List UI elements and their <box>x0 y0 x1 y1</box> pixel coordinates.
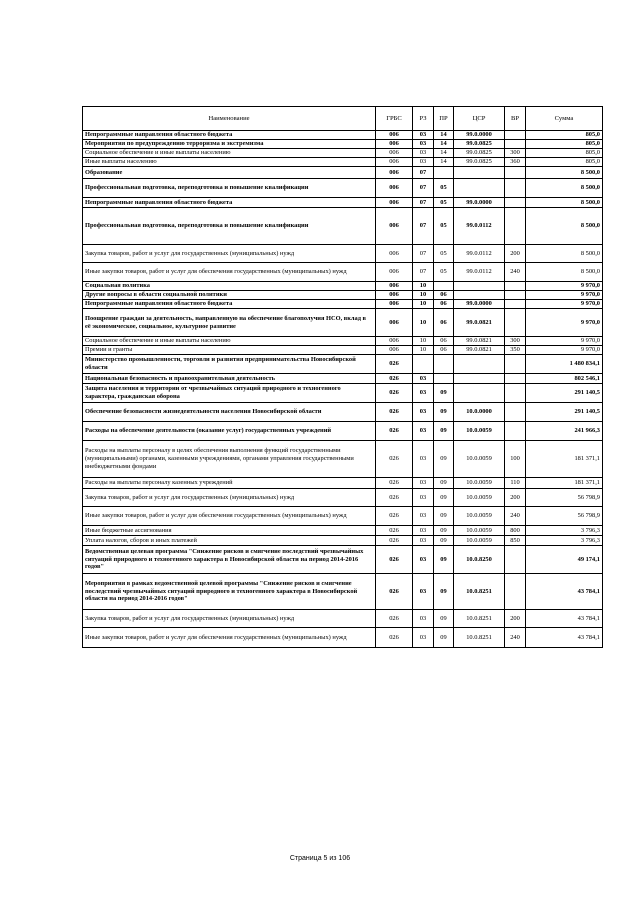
cell-csr <box>454 179 505 198</box>
cell-pr: 06 <box>434 291 454 300</box>
cell-rz: 10 <box>413 346 434 355</box>
cell-rz: 03 <box>413 374 434 384</box>
cell-name: Образование <box>83 167 376 179</box>
cell-sum: 8 500,0 <box>526 245 603 263</box>
cell-rz: 10 <box>413 300 434 309</box>
cell-rz: 10 <box>413 291 434 300</box>
cell-rz <box>413 355 434 374</box>
cell-pr <box>434 374 454 384</box>
cell-vr: 100 <box>505 441 526 478</box>
cell-sum: 805,0 <box>526 158 603 167</box>
cell-grbs: 026 <box>376 610 413 628</box>
cell-name: Иные закупки товаров, работ и услуг для обеспечения государственных (муниципальных) нужд <box>83 507 376 526</box>
cell-name: Мероприятия в рамках ведомственной целевой программы "Снижение рисков и смягчение последствий чрезвычайных ситуаций природного и техногенного характера в Новосибирской области на период 2014-2016 годов" <box>83 574 376 610</box>
cell-pr: 14 <box>434 140 454 149</box>
cell-pr: 05 <box>434 263 454 282</box>
cell-name: Закупка товаров, работ и услуг для государственных (муниципальных) нужд <box>83 245 376 263</box>
cell-grbs: 026 <box>376 403 413 422</box>
cell-pr <box>434 167 454 179</box>
cell-rz: 03 <box>413 526 434 536</box>
cell-sum: 9 970,0 <box>526 309 603 337</box>
cell-rz: 03 <box>413 507 434 526</box>
cell-pr: 05 <box>434 245 454 263</box>
cell-name: Закупка товаров, работ и услуг для государственных (муниципальных) нужд <box>83 610 376 628</box>
cell-vr: 240 <box>505 628 526 648</box>
cell-pr: 06 <box>434 300 454 309</box>
header-row <box>83 107 603 131</box>
cell-csr: 10.0.8251 <box>454 628 505 648</box>
cell-pr: 06 <box>434 346 454 355</box>
cell-rz: 03 <box>413 422 434 441</box>
cell-csr: 99.0.0825 <box>454 140 505 149</box>
cell-pr: 14 <box>434 158 454 167</box>
cell-csr: 10.0.0059 <box>454 441 505 478</box>
cell-sum: 9 970,0 <box>526 291 603 300</box>
cell-csr: 10.0.0059 <box>454 422 505 441</box>
cell-name: Социальное обеспечение и иные выплаты населению <box>83 149 376 158</box>
header-sum: Сумма <box>526 107 603 131</box>
cell-vr: 300 <box>505 337 526 346</box>
cell-vr <box>505 140 526 149</box>
cell-pr: 09 <box>434 489 454 507</box>
table-row <box>83 337 603 346</box>
cell-vr: 360 <box>505 158 526 167</box>
cell-rz: 07 <box>413 179 434 198</box>
cell-name: Иные бюджетные ассигнования <box>83 526 376 536</box>
cell-pr: 09 <box>434 478 454 489</box>
cell-vr <box>505 300 526 309</box>
cell-vr: 240 <box>505 507 526 526</box>
cell-sum: 8 500,0 <box>526 167 603 179</box>
cell-sum: 9 970,0 <box>526 346 603 355</box>
cell-name: Профессиональная подготовка, переподготовка и повышение квалификации <box>83 179 376 198</box>
cell-sum: 56 798,9 <box>526 507 603 526</box>
cell-sum: 291 140,5 <box>526 403 603 422</box>
cell-vr <box>505 282 526 291</box>
cell-pr <box>434 355 454 374</box>
header-pr: ПР <box>434 107 454 131</box>
cell-pr: 09 <box>434 546 454 574</box>
cell-sum: 9 970,0 <box>526 300 603 309</box>
table-row <box>83 355 603 374</box>
table-row <box>83 422 603 441</box>
cell-vr <box>505 355 526 374</box>
cell-rz: 03 <box>413 478 434 489</box>
cell-vr: 200 <box>505 489 526 507</box>
cell-grbs: 026 <box>376 574 413 610</box>
cell-vr: 850 <box>505 536 526 546</box>
cell-name: Защита населения и территории от чрезвычайных ситуаций природного и техногенного характера, гражданская оборона <box>83 384 376 403</box>
cell-csr: 99.0.0821 <box>454 346 505 355</box>
cell-grbs: 006 <box>376 337 413 346</box>
cell-csr: 99.0.0112 <box>454 208 505 245</box>
cell-name: Социальная политика <box>83 282 376 291</box>
cell-csr: 10.0.0059 <box>454 526 505 536</box>
cell-name: Непрограммные направления областного бюджета <box>83 300 376 309</box>
cell-rz: 03 <box>413 628 434 648</box>
table-row <box>83 478 603 489</box>
table-row <box>83 441 603 478</box>
cell-grbs: 026 <box>376 374 413 384</box>
cell-csr <box>454 374 505 384</box>
table-row <box>83 291 603 300</box>
cell-rz: 03 <box>413 140 434 149</box>
cell-grbs: 006 <box>376 245 413 263</box>
cell-grbs: 006 <box>376 131 413 140</box>
cell-grbs: 026 <box>376 628 413 648</box>
cell-grbs: 006 <box>376 300 413 309</box>
cell-sum: 181 371,1 <box>526 478 603 489</box>
cell-rz: 03 <box>413 403 434 422</box>
table-row <box>83 536 603 546</box>
table-row <box>83 140 603 149</box>
table-row <box>83 546 603 574</box>
table-row <box>83 198 603 208</box>
cell-name: Закупка товаров, работ и услуг для государственных (муниципальных) нужд <box>83 489 376 507</box>
cell-grbs: 006 <box>376 208 413 245</box>
budget-table <box>82 106 603 648</box>
cell-sum: 9 970,0 <box>526 337 603 346</box>
table-row <box>83 149 603 158</box>
cell-vr: 200 <box>505 610 526 628</box>
cell-grbs: 006 <box>376 179 413 198</box>
header-name: Наименование <box>83 107 376 131</box>
table-row <box>83 374 603 384</box>
cell-rz: 03 <box>413 536 434 546</box>
cell-csr: 99.0.0112 <box>454 263 505 282</box>
cell-name: Иные закупки товаров, работ и услуг для обеспечения государственных (муниципальных) нужд <box>83 263 376 282</box>
cell-rz: 03 <box>413 574 434 610</box>
header-csr: ЦСР <box>454 107 505 131</box>
cell-name: Обеспечение безопасности жизнедеятельности населения Новосибирской области <box>83 403 376 422</box>
cell-grbs: 026 <box>376 478 413 489</box>
cell-csr: 99.0.0000 <box>454 300 505 309</box>
cell-vr <box>505 309 526 337</box>
cell-rz: 03 <box>413 610 434 628</box>
cell-sum: 9 970,0 <box>526 282 603 291</box>
cell-grbs: 026 <box>376 489 413 507</box>
cell-sum: 8 500,0 <box>526 179 603 198</box>
cell-name: Национальная безопасность и правоохранительная деятельность <box>83 374 376 384</box>
cell-grbs: 026 <box>376 507 413 526</box>
cell-rz: 03 <box>413 149 434 158</box>
cell-pr: 09 <box>434 384 454 403</box>
cell-pr: 09 <box>434 403 454 422</box>
table-row <box>83 300 603 309</box>
cell-vr: 350 <box>505 346 526 355</box>
table-row <box>83 610 603 628</box>
cell-rz: 07 <box>413 245 434 263</box>
table-row <box>83 158 603 167</box>
table-row <box>83 131 603 140</box>
cell-rz: 07 <box>413 208 434 245</box>
cell-rz: 03 <box>413 546 434 574</box>
cell-pr: 05 <box>434 179 454 198</box>
cell-name: Поощрение граждан за деятельность, направленную на обеспечение благополучия НСО, вклад в её экономическое, социальное, культурное развитие <box>83 309 376 337</box>
cell-vr <box>505 403 526 422</box>
cell-name: Премии и гранты <box>83 346 376 355</box>
header-vr: ВР <box>505 107 526 131</box>
cell-name: Расходы на выплаты персоналу казенных учреждений <box>83 478 376 489</box>
cell-csr <box>454 282 505 291</box>
cell-name: Непрограммные направления областного бюджета <box>83 131 376 140</box>
cell-sum: 181 371,1 <box>526 441 603 478</box>
cell-csr <box>454 384 505 403</box>
cell-vr <box>505 422 526 441</box>
cell-csr: 99.0.0000 <box>454 198 505 208</box>
cell-sum: 3 796,3 <box>526 536 603 546</box>
cell-vr <box>505 384 526 403</box>
table-row <box>83 489 603 507</box>
cell-sum: 241 966,3 <box>526 422 603 441</box>
cell-pr <box>434 282 454 291</box>
cell-pr: 14 <box>434 131 454 140</box>
cell-csr: 99.0.0821 <box>454 309 505 337</box>
cell-sum: 43 784,1 <box>526 628 603 648</box>
cell-rz: 03 <box>413 489 434 507</box>
cell-name: Иные закупки товаров, работ и услуг для обеспечения государственных (муниципальных) нужд <box>83 628 376 648</box>
cell-sum: 3 796,3 <box>526 526 603 536</box>
cell-pr: 09 <box>434 628 454 648</box>
cell-grbs: 006 <box>376 167 413 179</box>
table-body <box>83 131 603 648</box>
cell-pr: 05 <box>434 208 454 245</box>
cell-rz: 03 <box>413 131 434 140</box>
cell-rz: 03 <box>413 441 434 478</box>
cell-grbs: 006 <box>376 140 413 149</box>
table-row <box>83 208 603 245</box>
cell-pr: 09 <box>434 574 454 610</box>
cell-pr: 09 <box>434 422 454 441</box>
cell-sum: 8 500,0 <box>526 208 603 245</box>
cell-grbs: 006 <box>376 309 413 337</box>
table-row <box>83 628 603 648</box>
cell-rz: 07 <box>413 263 434 282</box>
table-row <box>83 507 603 526</box>
cell-csr: 10.0.0059 <box>454 507 505 526</box>
cell-vr <box>505 291 526 300</box>
cell-pr: 09 <box>434 536 454 546</box>
cell-name: Уплата налогов, сборов и иных платежей <box>83 536 376 546</box>
cell-vr <box>505 167 526 179</box>
cell-csr: 10.0.8251 <box>454 610 505 628</box>
cell-csr: 10.0.8250 <box>454 546 505 574</box>
cell-pr: 06 <box>434 309 454 337</box>
cell-sum: 49 174,1 <box>526 546 603 574</box>
cell-sum: 805,0 <box>526 140 603 149</box>
cell-rz: 10 <box>413 282 434 291</box>
cell-grbs: 006 <box>376 198 413 208</box>
cell-grbs: 006 <box>376 346 413 355</box>
cell-name: Министерство промышленности, торговли и развития предпринимательства Новосибирской области <box>83 355 376 374</box>
cell-vr: 110 <box>505 478 526 489</box>
table-row <box>83 403 603 422</box>
cell-name: Расходы на обеспечение деятельности (оказание услуг) государственных учреждений <box>83 422 376 441</box>
cell-name: Другие вопросы в области социальной политики <box>83 291 376 300</box>
cell-vr <box>505 208 526 245</box>
cell-vr <box>505 198 526 208</box>
cell-sum: 805,0 <box>526 131 603 140</box>
cell-pr: 09 <box>434 507 454 526</box>
cell-vr <box>505 546 526 574</box>
cell-vr <box>505 374 526 384</box>
cell-grbs: 026 <box>376 441 413 478</box>
cell-sum: 291 140,5 <box>526 384 603 403</box>
table-row <box>83 346 603 355</box>
table-row <box>83 245 603 263</box>
cell-pr: 14 <box>434 149 454 158</box>
cell-vr: 800 <box>505 526 526 536</box>
table-row <box>83 384 603 403</box>
cell-vr <box>505 131 526 140</box>
cell-csr: 10.0.0000 <box>454 403 505 422</box>
cell-rz: 07 <box>413 198 434 208</box>
cell-grbs: 006 <box>376 263 413 282</box>
cell-csr: 10.0.0059 <box>454 536 505 546</box>
cell-vr: 200 <box>505 245 526 263</box>
table-row <box>83 179 603 198</box>
cell-vr: 240 <box>505 263 526 282</box>
cell-pr: 09 <box>434 526 454 536</box>
cell-vr <box>505 179 526 198</box>
cell-name: Непрограммные направления областного бюджета <box>83 198 376 208</box>
cell-name: Ведомственная целевая программа "Снижение рисков и смягчение последствий чрезвычайных ситуаций природного и техногенного характера в Новосибирской области на период 2014-2016 годов" <box>83 546 376 574</box>
cell-grbs: 006 <box>376 282 413 291</box>
cell-rz: 03 <box>413 384 434 403</box>
cell-rz: 03 <box>413 158 434 167</box>
cell-csr: 10.0.0059 <box>454 478 505 489</box>
cell-csr: 99.0.0000 <box>454 131 505 140</box>
table-row <box>83 574 603 610</box>
table-row <box>83 309 603 337</box>
cell-name: Социальное обеспечение и иные выплаты населению <box>83 337 376 346</box>
cell-rz: 07 <box>413 167 434 179</box>
cell-csr: 99.0.0825 <box>454 158 505 167</box>
cell-name: Иные выплаты населению <box>83 158 376 167</box>
cell-grbs: 026 <box>376 546 413 574</box>
cell-name: Мероприятия по предупреждению терроризма и экстремизма <box>83 140 376 149</box>
cell-grbs: 026 <box>376 384 413 403</box>
cell-pr: 06 <box>434 337 454 346</box>
cell-csr: 99.0.0112 <box>454 245 505 263</box>
table-row <box>83 167 603 179</box>
cell-sum: 1 480 834,1 <box>526 355 603 374</box>
header-grbs: ГРБС <box>376 107 413 131</box>
cell-grbs: 026 <box>376 422 413 441</box>
cell-pr: 05 <box>434 198 454 208</box>
cell-csr <box>454 355 505 374</box>
cell-grbs: 026 <box>376 355 413 374</box>
cell-sum: 8 500,0 <box>526 198 603 208</box>
table-row <box>83 282 603 291</box>
table-row <box>83 263 603 282</box>
cell-grbs: 026 <box>376 526 413 536</box>
cell-sum: 56 798,9 <box>526 489 603 507</box>
header-rz: РЗ <box>413 107 434 131</box>
cell-name: Профессиональная подготовка, переподготовка и повышение квалификации <box>83 208 376 245</box>
cell-csr <box>454 291 505 300</box>
cell-grbs: 026 <box>376 536 413 546</box>
cell-vr: 300 <box>505 149 526 158</box>
cell-name: Расходы на выплаты персоналу в целях обеспечения выполнения функций государственными (муниципальными) органами, казенными учреждениями, органами управления государственными внебюджетными фондами <box>83 441 376 478</box>
cell-csr <box>454 167 505 179</box>
cell-rz: 10 <box>413 309 434 337</box>
cell-sum: 805,0 <box>526 149 603 158</box>
page-footer: Страница 5 из 106 <box>289 855 351 862</box>
cell-grbs: 006 <box>376 149 413 158</box>
cell-csr: 10.0.0059 <box>454 489 505 507</box>
cell-grbs: 006 <box>376 158 413 167</box>
cell-pr: 09 <box>434 610 454 628</box>
table-row <box>83 526 603 536</box>
cell-sum: 43 784,1 <box>526 574 603 610</box>
cell-grbs: 006 <box>376 291 413 300</box>
cell-csr: 99.0.0821 <box>454 337 505 346</box>
cell-pr: 09 <box>434 441 454 478</box>
cell-vr <box>505 574 526 610</box>
cell-csr: 10.0.8251 <box>454 574 505 610</box>
cell-csr: 99.0.0825 <box>454 149 505 158</box>
cell-rz: 10 <box>413 337 434 346</box>
cell-sum: 802 546,1 <box>526 374 603 384</box>
cell-sum: 43 784,1 <box>526 610 603 628</box>
cell-sum: 8 500,0 <box>526 263 603 282</box>
